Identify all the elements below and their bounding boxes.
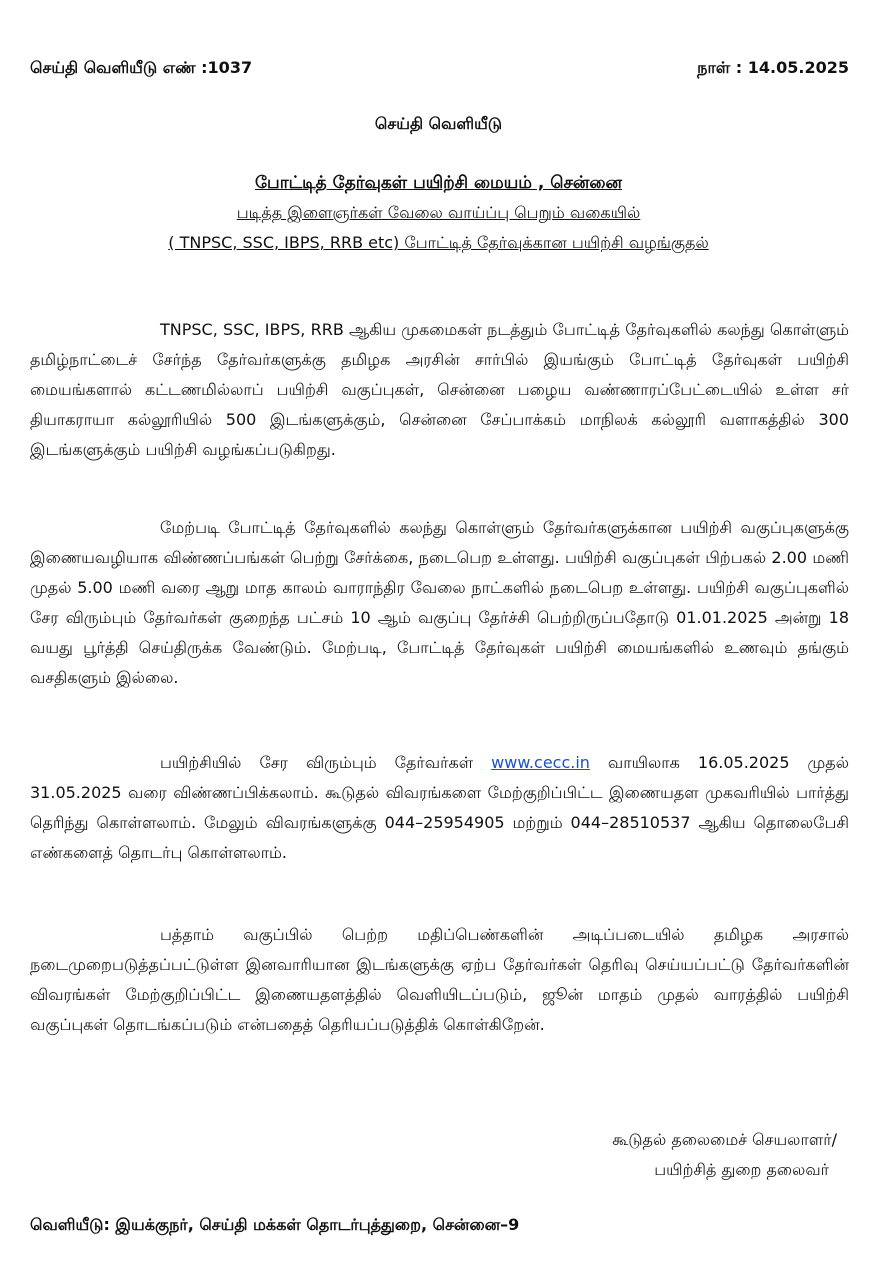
paragraph-1: TNPSC, SSC, IBPS, RRB ஆகிய முகமைகள் நடத்தும் போட்டித் தேர்வுகளில் கலந்து கொள்ளும் தமிழ்நாட்டைச் சேர்ந்த தேர்வர்களுக்கு தமிழக அரசின் சார்பில் இயங்கும் போட்டித் தேர்வுகள் பயிற்சி மையங்களால் கட்டணமில்லாப் பயிற்சி வகுப்புகள், சென்னை பழைய வண்ணாரப்பேட்டையில் உள்ள சர் தியாகராயா கல்லூரியில் 500 இடங்களுக்கும், சென்னை சேப்பாக்கம் மாநிலக் கல்லூரி வளாகத்தில் 300 இடங்களுக்கும் பயிற்சி வழங்கப்படுகிறது. bbox=[30, 320, 850, 459]
signature-line2: பயிற்சித் துறை தலைவர் bbox=[654, 1160, 829, 1179]
paragraph-2: மேற்படி போட்டித் தேர்வுகளில் கலந்து கொள்ளும் தேர்வர்களுக்கான பயிற்சி வகுப்புகளுக்கு இணையவழியாக விண்ணப்பங்கள் பெற்று சேர்க்கை, நடைபெற உள்ளது. பயிற்சி வகுப்புகள் பிற்பகல் 2.00 மணி முதல் 5.00 மணி வரை ஆறு மாத காலம் வாராந்திர வேலை நாட்களில் நடைபெற உள்ளது. பயிற்சி வகுப்புகளில் சேர விரும்பும் தேர்வர்கள் குறைந்த பட்சம் 10 ஆம் வகுப்பு தேர்ச்சி பெற்றிருப்பதோடு 01.01.2025 அன்று 18 வயது பூர்த்தி செய்திருக்க வேண்டும். மேற்படி, போட்டித் தேர்வுகள் பயிற்சி மையங்களில் உணவும் தங்கும் வசதிகளும் இல்லை. bbox=[30, 518, 850, 687]
sub-heading-line2: ( TNPSC, SSC, IBPS, RRB etc) போட்டித் தேர்வுக்கான பயிற்சி வழங்குதல் bbox=[168, 233, 709, 252]
footer-issuer: வெளியீடு: இயக்குநர், செய்தி மக்கள் தொடர்புத்துறை, சென்னை–9 bbox=[30, 1215, 520, 1234]
release-date: நாள் : 14.05.2025 bbox=[697, 58, 849, 77]
header-row bbox=[30, 58, 849, 79]
sub-heading-line1: படித்த இளைஞர்கள் வேலை வாய்ப்பு பெறும் வகையில் bbox=[236, 203, 641, 222]
paragraph-3-end: வாயிலாக 16.05.2025 முதல் 31.05.2025 வரை விண்ணப்பிக்கலாம். கூடுதல் விவரங்களை மேற்குறிப்பிட்ட இணையதள முகவரியில் பார்த்து தெரிந்து கொள்ளலாம். மேலும் விவரங்களுக்கு 044–25954905 மற்றும் 044–28510537 ஆகிய தொலைபேசி எண்களைத் தொடர்பு கொள்ளலாம். bbox=[30, 753, 849, 862]
paragraph-3 bbox=[30, 748, 849, 868]
main-heading: போட்டித் தேர்வுகள் பயிற்சி மையம் , சென்னை bbox=[254, 173, 622, 193]
paragraph-4: பத்தாம் வகுப்பில் பெற்ற மதிப்பெண்களின் அடிப்படையில் தமிழக அரசால் நடைமுறைபடுத்தப்பட்டுள்ள இனவாரியான இடங்களுக்கு ஏற்ப தேர்வர்கள் தெரிவு செய்யப்பட்டு தேர்வர்களின் விவரங்கள் மேற்குறிப்பிட்ட இணையதளத்தில் வெளியிடப்படும், ஜூன் மாதம் முதல் வாரத்தில் பயிற்சி வகுப்புகள் தொடங்கப்படும் என்பதைத் தெரியப்படுத்திக் கொள்கிறேன். bbox=[30, 925, 849, 1034]
signature-line1: கூடுதல் தலைமைச் செயலாளர்/ bbox=[612, 1130, 837, 1149]
paragraph-3-start: பயிற்சியில் சேர விரும்பும் தேர்வர்கள் bbox=[160, 753, 492, 772]
release-number: செய்தி வெளியீடு எண் :1037 bbox=[30, 58, 253, 77]
document-title: செய்தி வெளியீடு bbox=[374, 114, 503, 133]
website-link[interactable]: www.cecc.in bbox=[491, 753, 590, 772]
